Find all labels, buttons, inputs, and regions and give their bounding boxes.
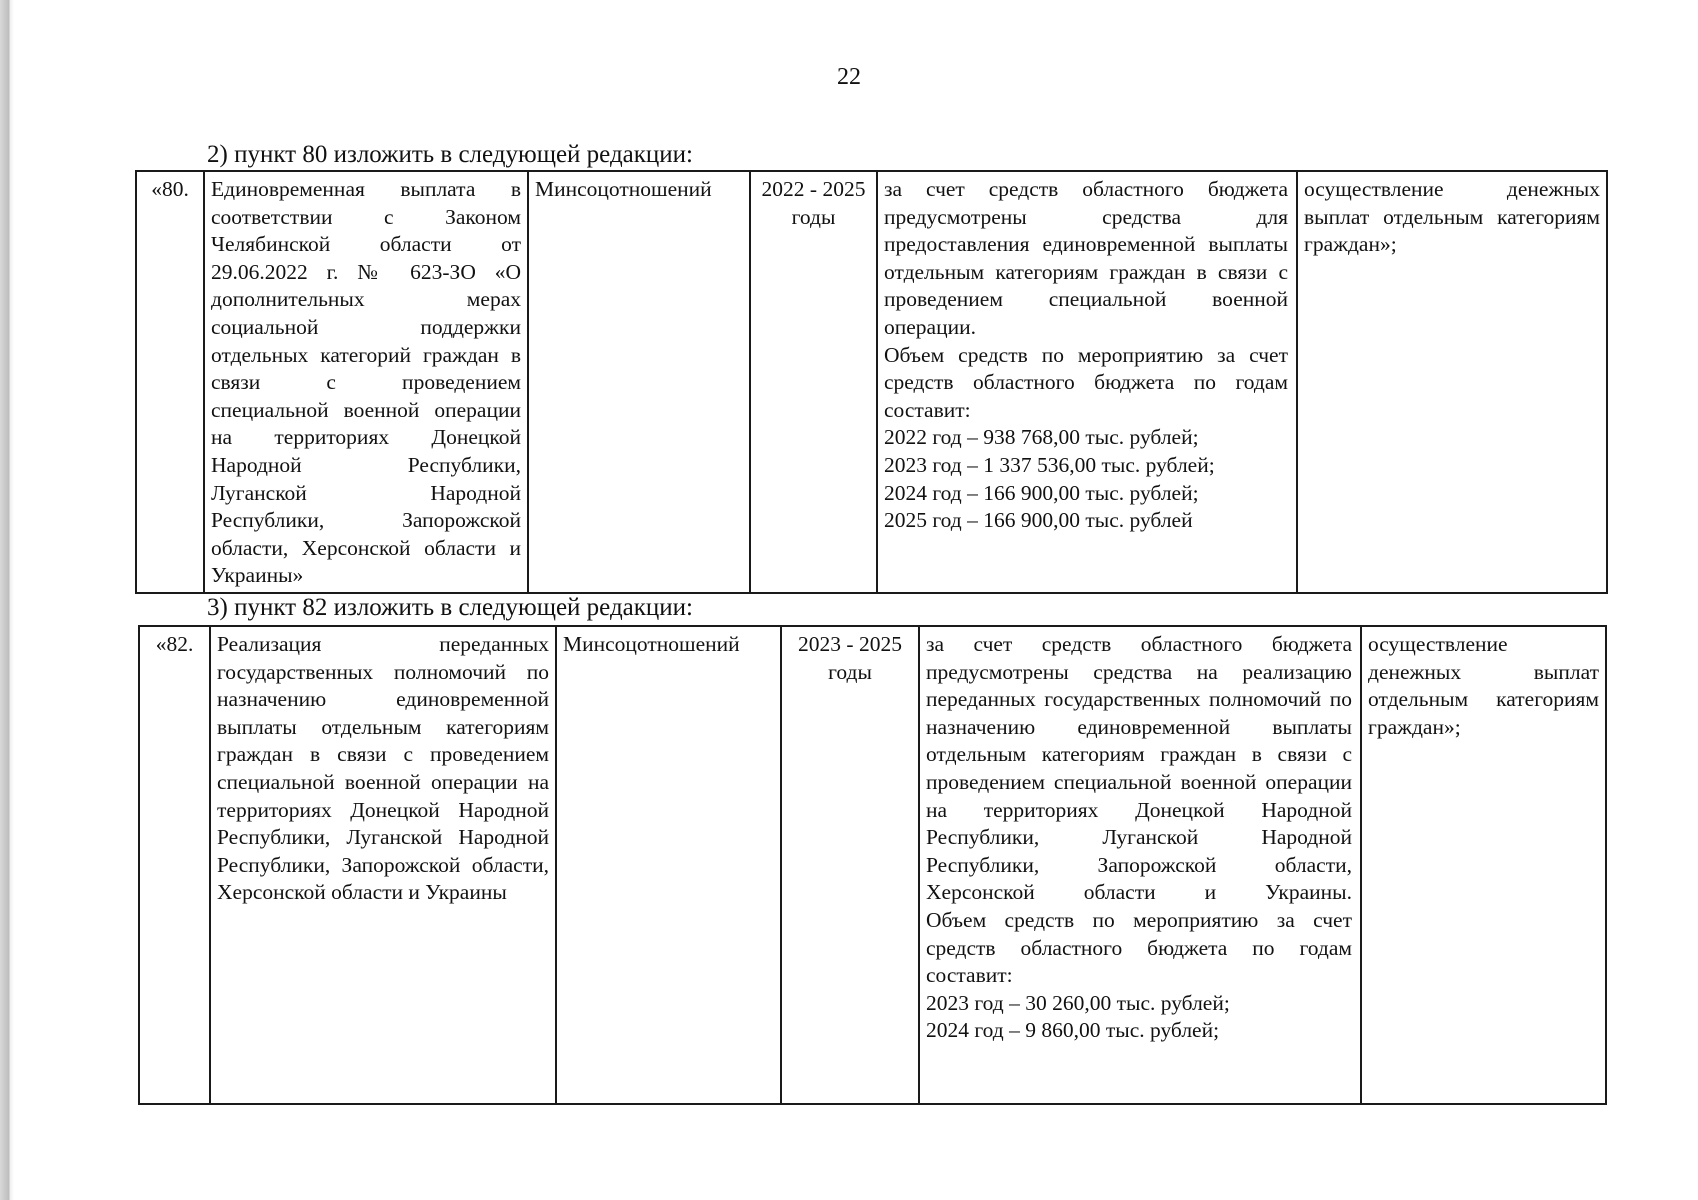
table-item-82 (138, 625, 1607, 1105)
table-item-80 (135, 170, 1608, 594)
measure-name: Реализация переданных государственных полномочий по назначению единовременной выплаты отдельным категориям граждан в связи с проведением специальной военной операции на территориях Донецкой Народной Республики, Луганской Народной Республики, Запорожской области, Херсонской области и Украины (210, 626, 556, 1104)
funding-volume: Объем средств по мероприятию за счет средств областного бюджета по годам составит: (926, 907, 1352, 988)
table-row (136, 171, 1607, 593)
scan-border (0, 0, 14, 1200)
funding-year: 2025 год – 166 900,00 тыс. рублей (884, 508, 1193, 533)
row-number: «80. (136, 171, 204, 593)
funding-year: 2023 год – 30 260,00 тыс. рублей; (926, 990, 1230, 1015)
period-years: 2022 - 2025 (761, 177, 866, 201)
instruction-item-80: 2) пункт 80 изложить в следующей редакции: (207, 141, 693, 168)
period (781, 626, 919, 1104)
funding-year: 2024 год – 166 900,00 тыс. рублей; (884, 480, 1199, 505)
period-years: 2023 - 2025 (798, 632, 902, 656)
funding-volume: Объем средств по мероприятию за счет средств областного бюджета по годам составит: (884, 342, 1288, 422)
executor: Минсоцотношений (556, 626, 781, 1104)
page-number: 22 (837, 64, 861, 90)
funding-year: 2023 год – 1 337 536,00 тыс. рублей; (884, 452, 1215, 477)
expected-result: осуществление денежных выплат отдельным категориям граждан»; (1297, 171, 1607, 593)
expected-result: осуществление денежных выплат отдельным категориям граждан»; (1361, 626, 1606, 1104)
funding-year: 2022 год – 938 768,00 тыс. рублей; (884, 425, 1199, 450)
period-word: годы (791, 204, 836, 229)
measure-name: Единовременная выплата в соответствии с Законом Челябинской области от 29.06.2022 г. № 623-ЗО «О дополнительных мерах социальной поддержки отдельных категорий граждан в связи с проведением специальной военной операции на территориях Донецкой Народной Республики, Луганской Народной Республики, Запорожской области, Херсонской области и Украины» (204, 171, 528, 593)
funding-year: 2024 год – 9 860,00 тыс. рублей; (926, 1018, 1220, 1043)
funding-description (919, 626, 1361, 1104)
table-row (139, 626, 1606, 1104)
period (750, 171, 877, 593)
funding-description (877, 171, 1297, 593)
funding-text: за счет средств областного бюджета предусмотрены средства на реализацию переданных государственных полномочий по назначению единовременной выплаты отдельным категориям граждан в связи с проведением специальной военной операции на территориях Донецкой Народной Республики, Луганской Народной Республики, Запорожской области, Херсонской области и Украины. (926, 632, 1352, 905)
period-word: годы (828, 659, 872, 684)
row-number: «82. (139, 626, 210, 1104)
executor: Минсоцотношений (528, 171, 750, 593)
funding-text: за счет средств областного бюджета предусмотрены средства для предоставления единовременной выплаты отдельным категориям граждан в связи с проведением специальной военной операции. (884, 177, 1288, 339)
instruction-item-82: 3) пункт 82 изложить в следующей редакции: (207, 594, 693, 621)
